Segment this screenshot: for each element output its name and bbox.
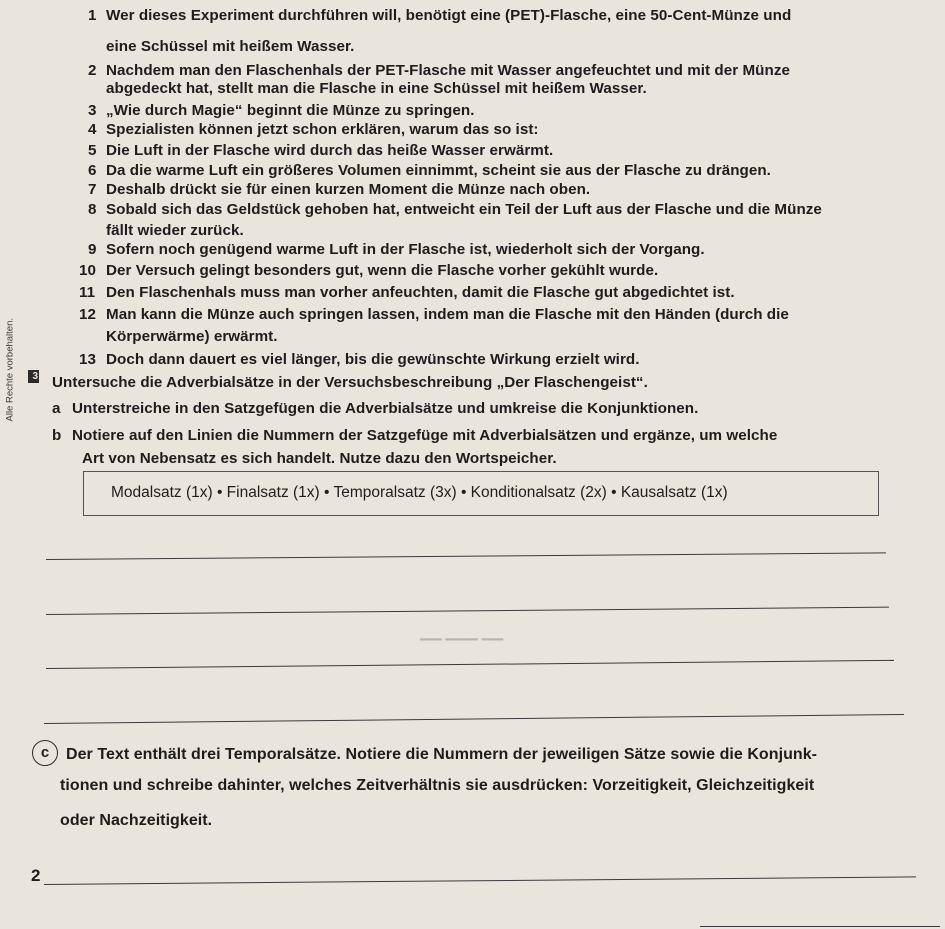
subtask-a-text: Unterstreiche in den Satzgefügen die Adverbialsätze und umkreise die Konjunktionen. — [72, 400, 699, 417]
sentence-line: Sofern noch genügend warme Luft in der Flasche ist, wiederholt sich der Vorgang. — [106, 241, 705, 258]
bleed-through-marks: ▁▁ ▁▁▁ ▁▁ — [420, 624, 504, 640]
subtask-c-text: tionen und schreibe dahinter, welches Zeitverhältnis sie ausdrücken: Vorzeitigkeit, Gleichzeitigkeit — [60, 777, 815, 794]
answer-line[interactable] — [44, 876, 916, 885]
word-bank-box — [83, 471, 879, 516]
sentence-number: 1 — [88, 7, 97, 24]
sentence-line: Man kann die Münze auch springen lassen, indem man die Flasche mit den Händen (durch die — [106, 306, 789, 323]
answer-prefix: 2 — [31, 866, 41, 885]
sentence-line: Die Luft in der Flasche wird durch das heiße Wasser erwärmt. — [106, 142, 554, 159]
copyright-note: Alle Rechte vorbehalten. — [4, 317, 16, 422]
sentence-line: Da die warme Luft ein größeres Volumen einnimmt, scheint sie aus der Flasche zu drängen. — [106, 162, 771, 179]
answer-line[interactable] — [44, 714, 904, 724]
sentence-number: 10 — [79, 262, 96, 279]
sentence-line: abgedeckt hat, stellt man die Flasche in eine Schüssel mit heißem Wasser. — [106, 80, 647, 97]
sentence-number: 6 — [88, 162, 97, 179]
sentence-line: fällt wieder zurück. — [106, 222, 244, 239]
sentence-line: eine Schüssel mit heißem Wasser. — [106, 38, 355, 55]
sentence-number: 3 — [88, 102, 97, 119]
sentence-line: Sobald sich das Geldstück gehoben hat, entweicht ein Teil der Luft aus der Flasche und die Münze — [106, 201, 822, 218]
sentence-number: 4 — [88, 121, 97, 138]
subtask-c-text: oder Nachzeitigkeit. — [60, 812, 213, 829]
subtask-b-text: Notiere auf den Linien die Nummern der Satzgefüge mit Adverbialsätzen und ergänze, um welche — [72, 427, 778, 444]
sentence-line: Körperwärme) erwärmt. — [106, 328, 278, 345]
sentence-line: Der Versuch gelingt besonders gut, wenn die Flasche vorher gekühlt wurde. — [106, 262, 659, 279]
word-bank-text: Modalsatz (1x) • Finalsatz (1x) • Temporalsatz (3x) • Konditionalsatz (2x) • Kausalsatz (1x) — [111, 484, 728, 501]
sentence-line: Den Flaschenhals muss man vorher anfeuchten, damit die Flasche gut abgedichtet ist. — [106, 284, 735, 301]
subtask-letter: b — [52, 427, 62, 444]
sentence-number: 2 — [88, 62, 97, 79]
subtask-b-text: Art von Nebensatz es sich handelt. Nutze dazu den Wortspeicher. — [82, 450, 557, 467]
sentence-line: Spezialisten können jetzt schon erklären, warum das so ist: — [106, 121, 539, 138]
task-instruction: Untersuche die Adverbialsätze in der Versuchsbeschreibung „Der Flaschengeist“. — [52, 374, 648, 391]
sentence-number: 12 — [79, 306, 96, 323]
sentence-number: 8 — [88, 201, 97, 218]
subtask-c-circle: c — [32, 740, 58, 766]
sentence-number: 7 — [88, 181, 97, 198]
sentence-line: Nachdem man den Flaschenhals der PET-Flasche mit Wasser angefeuchtet und mit der Münze — [106, 62, 790, 79]
sentence-line: Deshalb drückt sie für einen kurzen Moment die Münze nach oben. — [106, 181, 591, 198]
sentence-number: 5 — [88, 142, 97, 159]
task-number-badge: 3 — [28, 370, 39, 383]
sentence-number: 11 — [79, 284, 96, 301]
sentence-number: 9 — [88, 241, 97, 258]
subtask-c-text: Der Text enthält drei Temporalsätze. Notiere die Nummern der jeweiligen Sätze sowie die Konjunk- — [66, 746, 818, 763]
subtask-letter: a — [52, 400, 61, 417]
answer-line[interactable] — [46, 607, 889, 616]
answer-line[interactable] — [46, 660, 894, 669]
sentence-line: „Wie durch Magie“ beginnt die Münze zu springen. — [106, 102, 475, 119]
sentence-line: Doch dann dauert es viel länger, bis die gewünschte Wirkung erzielt wird. — [106, 351, 640, 368]
answer-line[interactable] — [46, 552, 886, 560]
sentence-line: Wer dieses Experiment durchführen will, benötigt eine (PET)-Flasche, eine 50-Cent-Münze und — [106, 7, 792, 24]
answer-line[interactable] — [700, 926, 940, 927]
sentence-number: 13 — [79, 351, 96, 368]
